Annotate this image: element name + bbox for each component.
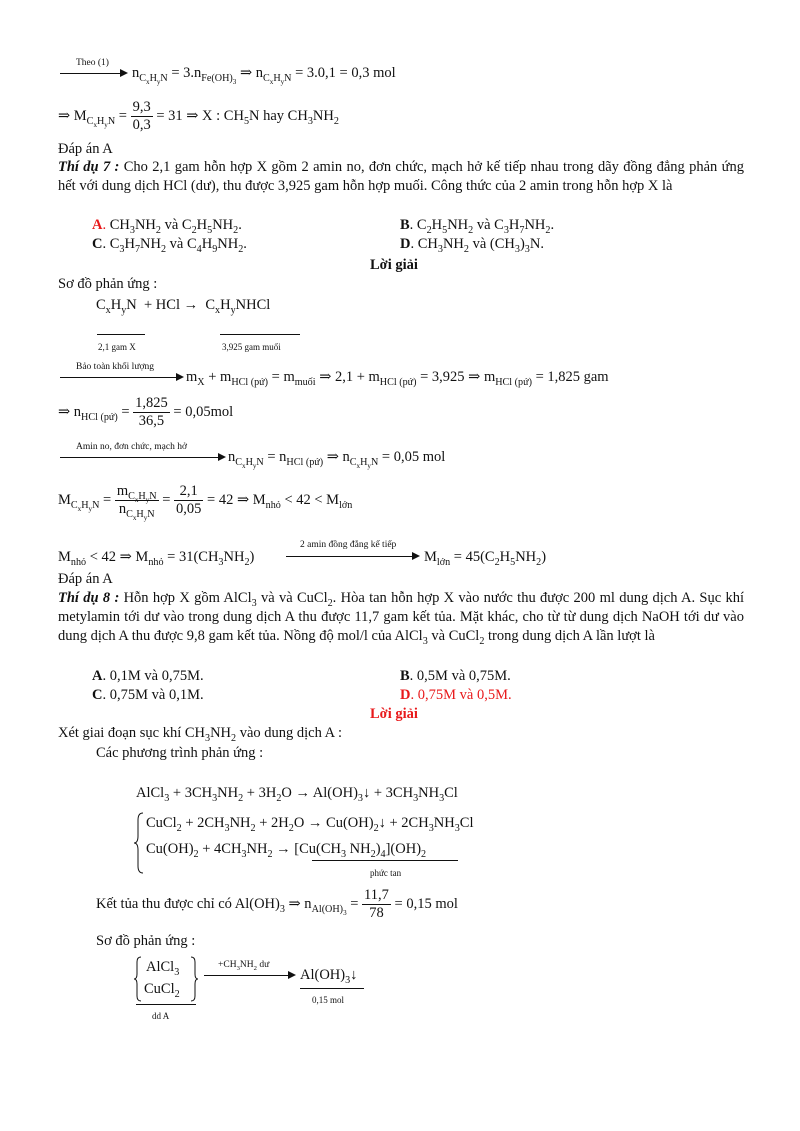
answer-label-2: Đáp án A [58,571,113,587]
arrow-line [60,73,122,74]
ex7-option-a[interactable]: A. $CH_3NH_2$ và $C_2H_5NH_2$. [92,217,242,236]
arrow-label-ch3nh2-du: $+CH_3NH_2$ dư [218,960,270,972]
ex7-under-right: 3,925 gam muối [222,342,281,352]
ex7-final-left: $M_{nhỏ} < 42$ ⇒ $M_{nhỏ} = 31(CH_3NH_2)$ [58,549,255,568]
ex8-stage: Xét giai đoạn sục khí $CH_3NH_2$ vào dung dịch A : [58,725,343,744]
left-brace [134,812,144,874]
arrow-line [286,556,414,557]
ex7-average-mass: $M_{C_xH_yN}$ = $\frac{m_{C_xH_yN}}{n_{C_xH_yN}}$ = $\frac{2,1}{0,05}$ = 42 ⇒ $M_{nhỏ} < 42 < M_{lớn}$ [58,483,353,523]
ex8-option-b[interactable]: B. 0,5M và 0,75M. [400,668,511,684]
scheme-dd-a: dd A [152,1011,170,1021]
arrow-label-theo: Theo (1) [76,58,109,68]
left-brace-scheme [134,956,142,1002]
arrow-line [60,457,220,458]
ex7-under-left: 2,1 gam X [98,342,136,352]
ex7-option-b[interactable]: B. $C_2H_5NH_2$ và $C_3H_7NH_2$. [400,217,555,236]
example-7-question: Thí dụ 7 : Cho 2,1 gam hỗn hợp X gồm 2 amin no, đơn chức, mạch hở kế tiếp nhau trong dãy đồng đẳng phản ứng hết với dung dịch HCl (dư), thu được 3,925 gam hỗn hợp muối. Công thức của 2 amin trong hỗn hợp X là [58,159,745,194]
scheme-015-mol: 0,15 mol [312,995,345,1005]
right-brace-scheme [190,956,198,1002]
equation-molar-mass: ⇒ $M_{C_xH_yN}$ = $\frac{9,3}{0,3}$ = 31 ⇒ X : $CH_5N$ hay $CH_3NH_2$ [58,99,339,134]
arrow-line [204,975,290,976]
underbrace-right [220,334,300,335]
arrow-label-amin-no: Amin no, đơn chức, mạch hở [76,442,187,452]
ex8-eq3: $Cu(OH)_2 + 4CH_3NH_2 \to [Cu(CH_3$ $NH_2)_4](OH)_2$ [146,841,427,860]
underbrace-dd [136,1004,196,1005]
arrow-head [176,373,184,381]
arrow-label-dong-dang: 2 amin đồng đẳng kế tiếp [300,540,397,550]
arrow-head [412,552,420,560]
underbrace-complex [312,860,458,861]
ex8-option-c[interactable]: C. 0,75M và 0,1M. [92,687,204,703]
arrow-head [218,453,226,461]
ex8-option-d[interactable]: D. 0,75M và 0,5M. [400,687,512,703]
ex7-nhcl-equation: ⇒ $n_{HCl (pứ)}$ = $\frac{1,825}{36,5}$ = 0,05mol [58,395,234,430]
example-8-question: Thí dụ 8 : Hỗn hợp X gồm AlCl$_3$ và và CuCl$_2$. Hòa tan hỗn hợp X vào nước thu được 200 ml dung dịch A. Sục khí metylamin tới dư vào trong dung dịch A thu được 11,7 gam kết tủa. Mặt khác, cho từ từ dung dịch NaOH tới dư vào dung dịch A thu được 9,8 gam kết tủa. Nồng độ mol/l của AlCl$_3$ và CuCl$_2$ trong dung dịch A lần lượt là [58,590,744,647]
scheme-alcl3: AlCl$_3$ [146,959,180,978]
underbrace-left [97,334,145,335]
ex7-final-right: $M_{lớn} = 45(C_2H_5NH_2)$ [424,549,547,568]
equation-n-amin: $n_{C_xH_yN} = 3.n_{Fe(OH)_3}$ ⇒ $n_{C_xH_yN} = 3.0,1 = 0,3$ mol [132,65,396,86]
arrow-head [120,69,128,77]
ex7-scheme-title: Sơ đồ phản ứng : [58,276,158,292]
ex7-option-d[interactable]: D. $CH_3NH_2$ và $(CH_3)_3N$. [400,236,544,255]
arrow-label-bao-toan: Bảo toàn khối lượng [76,362,154,372]
ex8-eq-title: Các phương trình phản ứng : [96,745,264,761]
arrow-head [288,971,296,979]
ex7-option-c[interactable]: C. $C_3H_7NH_2$ và $C_4H_9NH_2$. [92,236,247,255]
scheme-cucl2: CuCl$_2$ [144,981,180,1000]
ex8-precipitate: Kết tủa thu được chỉ có $Al(OH)_3$ ⇒ $n_{Al(OH)_3}$ = $\frac{11,7}{78}$ = 0,15 mol [96,887,458,922]
underbrace-aloh3 [300,988,364,989]
ex7-scheme-reaction: $C_xH_yN$ + HCl → $C_xH_yNHCl$ [96,297,271,316]
ex7-solution-title: Lời giải [370,257,418,273]
phuc-tan-label: phức tan [370,868,402,878]
answer-label: Đáp án A [58,141,113,157]
scheme-aloh3: $Al(OH)_3↓$ [300,967,358,986]
ex7-mass-equation: $m_X + m_{HCl (pứ)} = m_{muối}$ ⇒ $2,1 + m_{HCl (pứ)} = 3,925$ ⇒ $m_{HCl (pứ)} = 1,825$ gam [186,369,609,388]
ex8-eq1: AlCl$_3$ + $3CH_3NH_2 + 3H_2O$ → $Al(OH)_3↓ + 3CH_3NH_3Cl$ [136,785,458,804]
ex7-namin-equation: $n_{C_xH_yN} = n_{HCl (pứ)}$ ⇒ $n_{C_xH_yN} = 0,05$ mol [228,449,446,470]
ex8-eq2: CuCl$_2$ + $2CH_3NH_2 + 2H_2O$ → $Cu(OH)_2↓ + 2CH_3NH_3Cl$ [146,815,474,834]
fraction-mass: $\frac{9,3}{0,3}$ [132,99,151,134]
ex8-scheme-title: Sơ đồ phản ứng : [96,933,196,949]
arrow-line [60,377,178,378]
ex8-solution-title: Lời giải [370,706,418,722]
ex8-option-a[interactable]: A. 0,1M và 0,75M. [92,668,204,684]
